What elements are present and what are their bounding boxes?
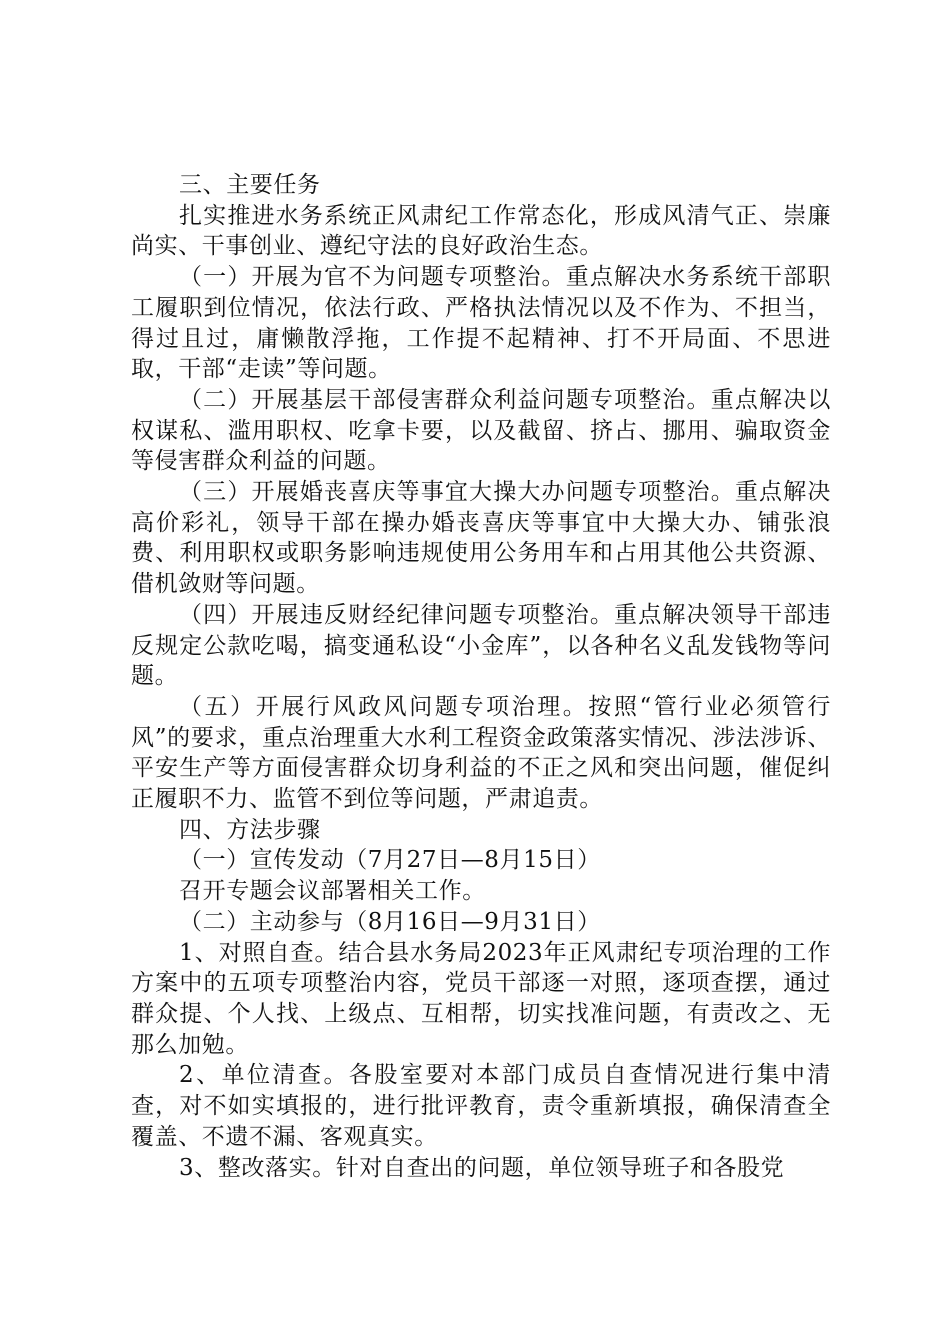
paragraph-task-3: （三）开展婚丧喜庆等事宜大操大办问题专项整治。重点解决高价彩礼，领导干部在操办婚丧喜庆等事宜中大操大办、铺张浪费、利用职权或职务影响违规使用公务用车和占用其他公共资源、借机敛财等问题。 bbox=[131, 479, 831, 598]
section-heading-methods: 四、方法步骤 bbox=[179, 816, 321, 843]
paragraph-phase-1: 召开专题会议部署相关工作。 bbox=[179, 878, 486, 905]
paragraph-step-3: 3、整改落实。针对自查出的问题，单位领导班子和各股党 bbox=[179, 1154, 785, 1181]
paragraph-task-4: （四）开展违反财经纪律问题专项整治。重点解决领导干部违反规定公款吃喝，搞变通私设“小金库”，以各种名义乱发钱物等问题。 bbox=[131, 601, 831, 690]
paragraph-task-1: （一）开展为官不为问题专项整治。重点解决水务系统干部职工履职到位情况，依法行政、严格执法情况以及不作为、不担当，得过且过，庸懒散浮拖，工作提不起精神、打不开局面、不思进取，干部“走读”等问题。 bbox=[131, 264, 831, 383]
paragraph-task-2: （二）开展基层干部侵害群众利益问题专项整治。重点解决以权谋私、滥用职权、吃拿卡要，以及截留、挤占、挪用、骗取资金等侵害群众利益的问题。 bbox=[131, 386, 831, 475]
paragraph-intro: 扎实推进水务系统正风肃纪工作常态化，形成风清气正、崇廉尚实、干事创业、遵纪守法的良好政治生态。 bbox=[131, 202, 831, 260]
document-page bbox=[131, 170, 831, 1183]
paragraph-task-5: （五）开展行风政风问题专项治理。按照“管行业必须管行风”的要求，重点治理重大水利工程资金政策落实情况、涉法涉诉、平安生产等方面侵害群众切身利益的不正之风和突出问题，催促纠正履职不力、监管不到位等问题，严肃追责。 bbox=[131, 693, 831, 813]
subheading-phase-2: （二）主动参与（8月16日—9月31日） bbox=[179, 908, 601, 935]
section-heading-main-tasks: 三、主要任务 bbox=[179, 172, 321, 198]
subheading-phase-1: （一）宣传发动（7月27日—8月15日） bbox=[179, 847, 601, 874]
paragraph-step-1: 1、对照自查。结合县水务局2023年正风肃纪专项治理的工作方案中的五项专项整治内容，党员干部逐一对照，逐项查摆，通过群众提、个人找、上级点、互相帮，切实找准问题，有责改之、无那么加勉。 bbox=[131, 939, 831, 1058]
paragraph-step-2: 2、单位清查。各股室要对本部门成员自查情况进行集中清查，对不如实填报的，进行批评教育，责令重新填报，确保清查全覆盖、不遗不漏、客观真实。 bbox=[131, 1062, 831, 1150]
